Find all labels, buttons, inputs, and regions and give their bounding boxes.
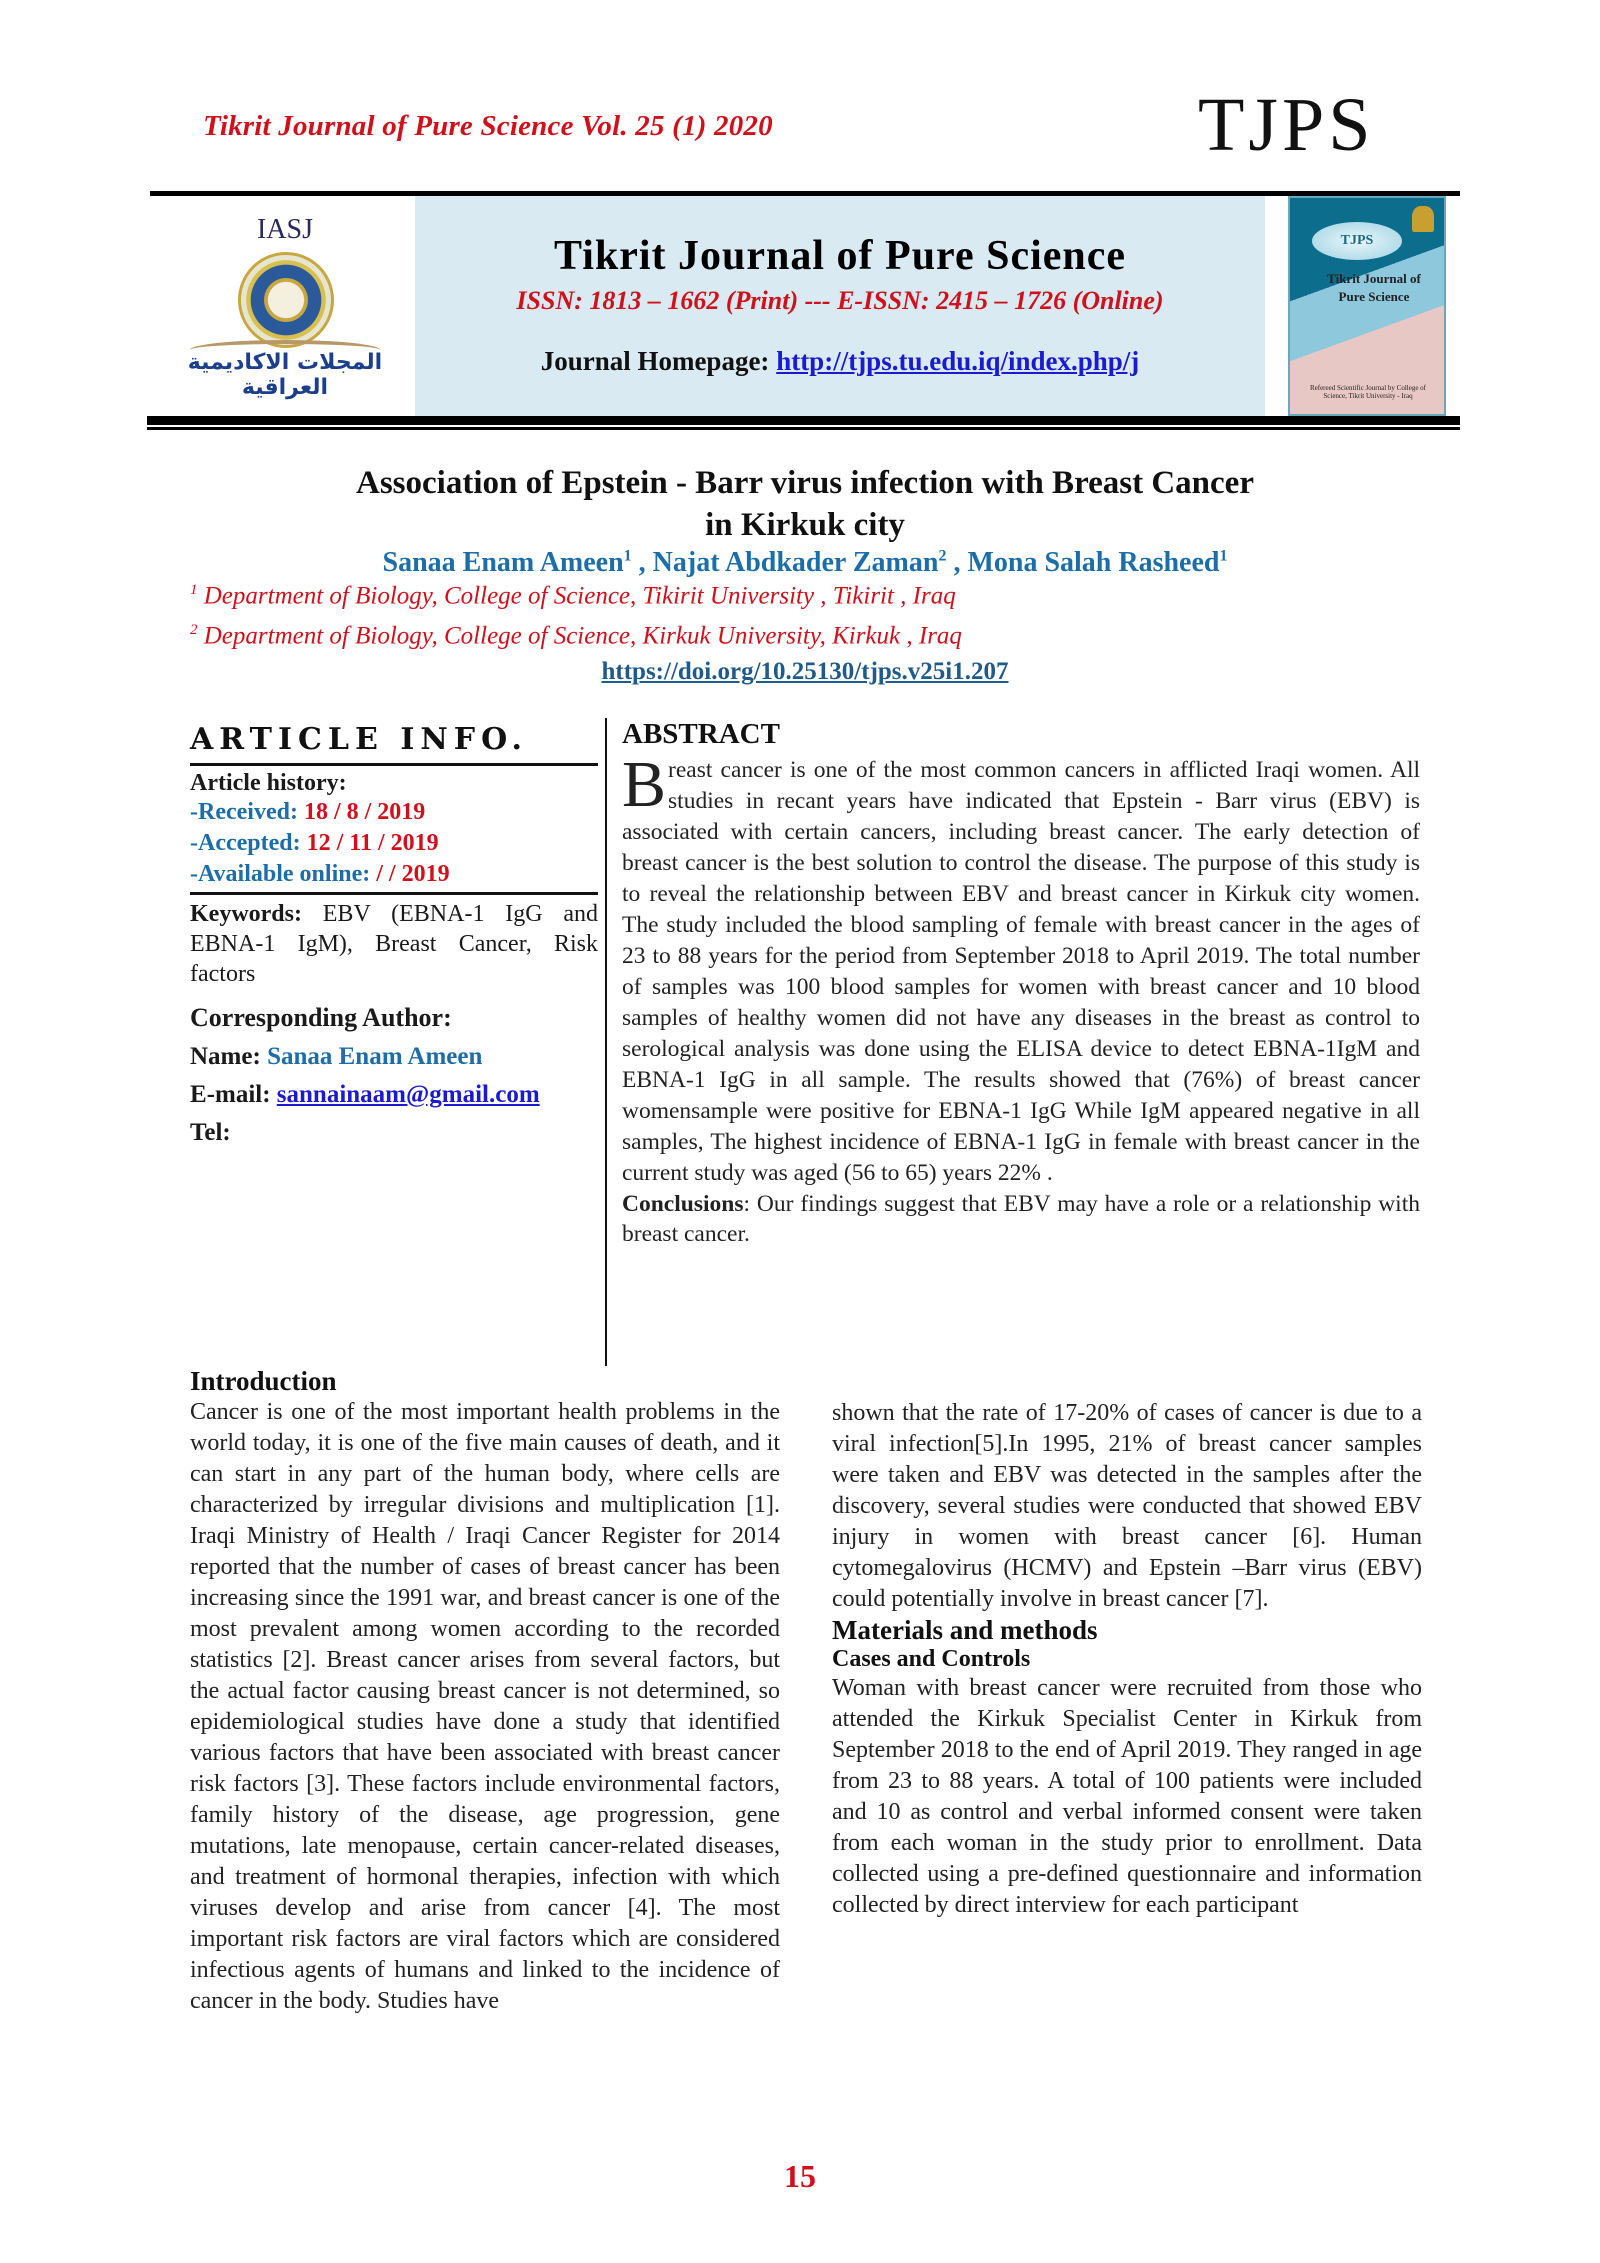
keywords-value: EBV (EBNA-1 IgG and EBNA-1 IgM), Breast Cancer, Risk factors: [190, 901, 598, 987]
introduction-text-left: Cancer is one of the most important health problems in the world today, it is one of the five main causes of death, and it can start in any part of the human body, where cells are characterized by irregular divisions and multiplication [1]. Iraqi Ministry of Health / Iraqi Cancer Register for 2014 reported that the number of cases of breast cancer has been increasing since the 1991 war, and breast cancer is one of the most prevalent among women according to the recorded statistics [2]. Breast cancer arises from several factors, but the actual factor causing breast cancer is not determined, so epidemiological studies have done a study that identified various factors that have been associated with breast cancer risk factors [3]. These factors include environmental factors, family history of the disease, age progression, gene mutations, late menopause, certain cancer-related diseases, and treatment of hormonal therapies, infection with which viruses develop and arise from cancer [4]. The most important risk factors are viral factors which are considered infectious agents of humans and linked to the incidence of cancer in the body. Studies have: [190, 1399, 780, 2014]
author-name: Najat Abdkader Zaman: [652, 547, 939, 578]
received-label: -Received:: [190, 799, 298, 825]
iasj-logo: [160, 200, 410, 400]
journal-issn: ISSN: 1813 – 1662 (Print) --- E-ISSN: 2415 – 1726 (Online): [516, 286, 1164, 315]
corresponding-tel: [190, 1119, 598, 1147]
cover-footer: Refereed Scientific Journal by College of Science, Tikrit University - Iraq: [1309, 384, 1427, 400]
affil-marker: 1: [190, 582, 198, 598]
author-name: Sanaa Enam Ameen: [382, 547, 624, 578]
tel-label: Tel:: [190, 1119, 231, 1146]
corresponding-email: [190, 1081, 598, 1109]
author-affil-marker: 2: [938, 547, 947, 565]
online-value: / / 2019: [376, 861, 450, 887]
conclusions-text: : Our findings suggest that EBV may have a role or a relationship with breast cancer.: [622, 1191, 1420, 1247]
doi: [160, 658, 1450, 686]
masthead-bottom-rule: [147, 416, 1460, 425]
affiliation-2: [190, 622, 962, 650]
abstract-dropcap: B: [622, 748, 667, 821]
cases-controls-heading: Cases and Controls: [832, 1646, 1031, 1672]
journal-title: Tikrit Journal of Pure Science: [553, 233, 1127, 279]
keywords: [190, 899, 598, 989]
online-date: [190, 859, 598, 890]
author-affil-marker: 1: [623, 547, 632, 565]
accepted-date: [190, 828, 598, 859]
affil-text: Department of Biology, College of Science, Tikirit University , Tikirit , Iraq: [203, 582, 956, 610]
methods-text: Woman with breast cancer were recruited from those who attended the Kirkuk Specialist Center in Kirkuk from September 2018 to the end of April 2019. They ranged in age from 23 to 88 years. A total of 100 patients were included and 10 as control and verbal informed consent were taken from each woman in the study prior to enrollment. Data collected using a pre-defined questionnaire and information collected by direct interview for each participant: [832, 1675, 1422, 1918]
introduction-text-right: shown that the rate of 17-20% of cases of cancer is due to a viral infection[5].In 1995, 21% of breast cancer samples were taken and EBV was detected in the samples after the discovery, several studies were conducted that showed EBV injury in women with breast cancer [6]. Human cytomegalovirus (HCMV) and Epstein –Barr virus (EBV) could potentially involve in breast cancer [7].: [832, 1400, 1422, 1612]
keywords-label: Keywords:: [190, 901, 302, 927]
abstract: [622, 718, 1420, 1249]
journal-homepage: [415, 346, 1265, 377]
article-title-line-2: in Kirkuk city: [705, 507, 905, 543]
article-title-line-1: Association of Epstein - Barr virus infection with Breast Cancer: [356, 465, 1254, 501]
masthead-bottom-rule-thin: [147, 427, 1460, 430]
author-affil-marker: 1: [1219, 547, 1228, 565]
email-link[interactable]: sannainaam@gmail.com: [276, 1081, 540, 1108]
cover-badge: TJPS: [1312, 222, 1402, 260]
online-label: -Available online:: [190, 861, 371, 887]
introduction-heading: Introduction: [190, 1366, 337, 1396]
author-list: [160, 547, 1450, 579]
info-divider: [190, 892, 598, 895]
affiliation-1: [190, 582, 956, 610]
tjps-wordmark: TJPS: [1198, 83, 1375, 167]
affil-text: Department of Biology, College of Science, Kirkuk University, Kirkuk , Iraq: [203, 622, 962, 650]
iasj-acronym: IASJ: [256, 214, 313, 245]
corresponding-author-title: Corresponding Author:: [190, 1003, 452, 1032]
name-value: Sanaa Enam Ameen: [267, 1043, 483, 1070]
author-separator: ,: [953, 547, 968, 578]
author-name: Mona Salah Rasheed: [967, 547, 1220, 578]
journal-cover-thumbnail: [1288, 196, 1446, 416]
email-label: E-mail:: [190, 1081, 271, 1108]
accepted-label: -Accepted:: [190, 830, 301, 856]
iasj-arabic-name: المجلات الاكاديمية العراقية: [187, 350, 383, 400]
abstract-heading: ABSTRACT: [622, 718, 780, 750]
name-label: Name:: [190, 1043, 261, 1070]
article-history-title: Article history:: [190, 770, 347, 796]
article-info-heading: ARTICLE INFO.: [190, 722, 598, 766]
article-info-panel: [190, 722, 598, 1147]
abstract-conclusions: [622, 1189, 1420, 1249]
iasj-emblem-icon: [238, 252, 334, 348]
affil-marker: 2: [190, 622, 198, 638]
methods-heading: Materials and methods: [832, 1615, 1098, 1645]
author-separator: ,: [638, 547, 653, 578]
university-crest-icon: [1412, 206, 1434, 232]
body-column-right: [832, 1398, 1422, 1921]
homepage-label: Journal Homepage:: [540, 346, 770, 376]
received-date: [190, 797, 598, 828]
cover-title: Tikrit Journal of Pure Science: [1327, 271, 1421, 304]
column-divider: [605, 718, 607, 1366]
doi-link[interactable]: https://doi.org/10.25130/tjps.v25i1.207: [601, 658, 1009, 685]
conclusions-label: Conclusions: [622, 1191, 744, 1217]
accepted-value: 12 / 11 / 2019: [306, 830, 439, 856]
received-value: 18 / 8 / 2019: [303, 799, 426, 825]
body-column-left: [190, 1366, 780, 2017]
running-journal-title: Tikrit Journal of Pure Science Vol. 25 (1) 2020: [203, 110, 773, 142]
article-title: [160, 462, 1450, 546]
masthead-banner: [415, 196, 1265, 416]
corresponding-name: [190, 1043, 598, 1071]
page-number: 15: [784, 2158, 816, 2194]
homepage-link[interactable]: http://tjps.tu.edu.iq/index.php/j: [776, 346, 1140, 376]
abstract-text: reast cancer is one of the most common cancers in afflicted Iraqi women. All studies in recant years have indicated that Epstein - Barr virus (EBV) is associated with certain cancers, including breast cancer. The early detection of breast cancer is the best solution to control the disease. The purpose of this study is to reveal the relationship between EBV and breast cancer in Kirkuk city women. The study included the blood sampling of female with breast cancer in the ages of 23 to 88 years for the period from September 2018 to April 2019. The total number of samples was 100 blood samples for women with breast cancer and 10 blood samples of healthy women did not have any diseases in the breast as control to serological analysis was done using the ELISA device to detect EBNA-1IgM and EBNA-1 IgG in all sample. The results showed that (76%) of breast cancer womensample were positive for EBNA-1 IgG While IgM appeared negative in all samples, The highest incidence of EBNA-1 IgG in female with breast cancer in the current study was aged (56 to 65) years 22% .: [622, 757, 1420, 1186]
abstract-body: [622, 748, 1420, 1189]
